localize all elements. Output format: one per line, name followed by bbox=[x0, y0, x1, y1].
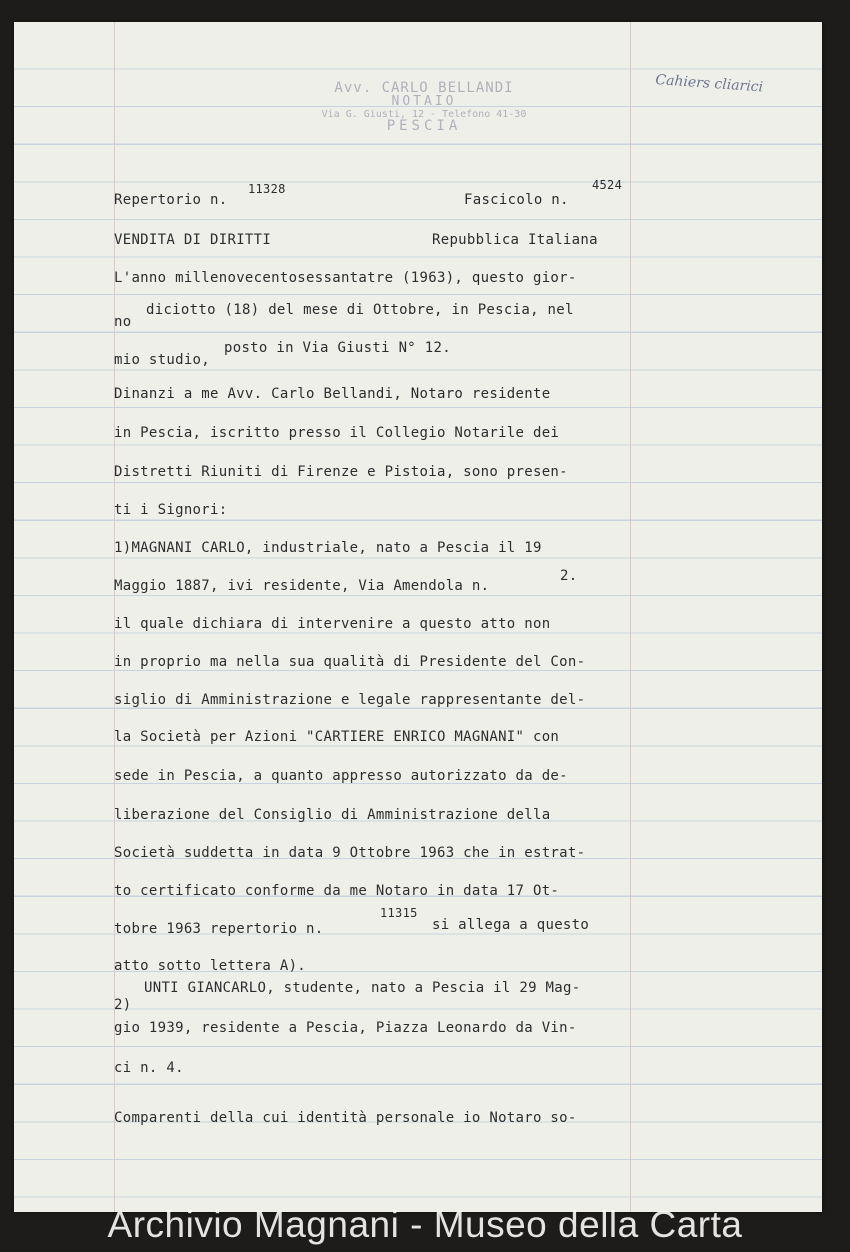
repertorio-label: Repertorio n. bbox=[114, 192, 228, 208]
text-line: il quale dichiara di intervenire a questo atto non bbox=[114, 616, 551, 632]
text-line: ci n. 4. bbox=[114, 1060, 184, 1076]
margin-line-right bbox=[630, 22, 631, 1212]
text-line: si allega a questo bbox=[432, 917, 590, 933]
text-line: Maggio 1887, ivi residente, Via Amendola n. bbox=[114, 578, 490, 594]
stamp-line-3: Via G. Giusti, 12 - Telefono 41-30 bbox=[321, 109, 527, 120]
fascicolo-label: Fascicolo n. bbox=[464, 192, 569, 208]
text-line: mio studio, bbox=[114, 352, 211, 368]
stamp-line-2: NOTAIO bbox=[391, 94, 457, 109]
fascicolo-number: 4524 bbox=[592, 178, 623, 192]
repertorio-number: 11328 bbox=[248, 182, 286, 196]
text-line: Comparenti della cui identità personale io Notaro so- bbox=[114, 1110, 577, 1126]
text-line: UNTI GIANCARLO, studente, nato a Pescia il 29 Mag- bbox=[144, 980, 581, 996]
text-line: Dinanzi a me Avv. Carlo Bellandi, Notaro residente bbox=[114, 386, 551, 402]
text-line: liberazione del Consiglio di Amministrazione della bbox=[114, 807, 551, 823]
act-title: VENDITA DI DIRITTI bbox=[114, 232, 272, 248]
text-line: no bbox=[114, 314, 132, 330]
text-line: la Società per Azioni "CARTIERE ENRICO MAGNANI" con bbox=[114, 729, 560, 745]
text-line: Società suddetta in data 9 Ottobre 1963 che in estrat- bbox=[114, 845, 586, 861]
text-line: gio 1939, residente a Pescia, Piazza Leonardo da Vin- bbox=[114, 1020, 577, 1036]
stamp-line-1: Avv. CARLO BELLANDI bbox=[334, 80, 514, 96]
text-line: posto in Via Giusti N° 12. bbox=[224, 340, 451, 356]
text-line: to certificato conforme da me Notaro in data 17 Ot- bbox=[114, 883, 560, 899]
text-line: Distretti Riuniti di Firenze e Pistoia, sono presen- bbox=[114, 464, 568, 480]
stamp-line-4: PESCIA bbox=[386, 118, 462, 134]
text-line: 1)MAGNANI CARLO, industriale, nato a Pescia il 19 bbox=[114, 540, 542, 556]
notary-stamp bbox=[299, 80, 549, 134]
text-line: ti i Signori: bbox=[114, 502, 228, 518]
text-line: tobre 1963 repertorio n. bbox=[114, 921, 324, 937]
archive-watermark: Archivio Magnani - Museo della Carta bbox=[107, 1204, 743, 1245]
text-line: siglio di Amministrazione e legale rappresentante del- bbox=[114, 692, 586, 708]
republic-heading: Repubblica Italiana bbox=[432, 232, 598, 248]
handwritten-margin-note: Cahiers cliarici bbox=[654, 72, 764, 96]
document-page bbox=[14, 22, 822, 1212]
text-line: 2. bbox=[560, 568, 578, 584]
text-line: L'anno millenovecentosessantatre (1963), questo gior- bbox=[114, 270, 577, 286]
text-line: atto sotto lettera A). bbox=[114, 958, 307, 974]
text-line: 11315 bbox=[380, 906, 418, 920]
text-line: in Pescia, iscritto presso il Collegio Notarile dei bbox=[114, 425, 560, 441]
text-line: diciotto (18) del mese di Ottobre, in Pescia, nel bbox=[146, 302, 574, 318]
text-line: 2) bbox=[114, 997, 132, 1013]
text-line: in proprio ma nella sua qualità di Presidente del Con- bbox=[114, 654, 586, 670]
text-line: sede in Pescia, a quanto appresso autorizzato da de- bbox=[114, 768, 568, 784]
